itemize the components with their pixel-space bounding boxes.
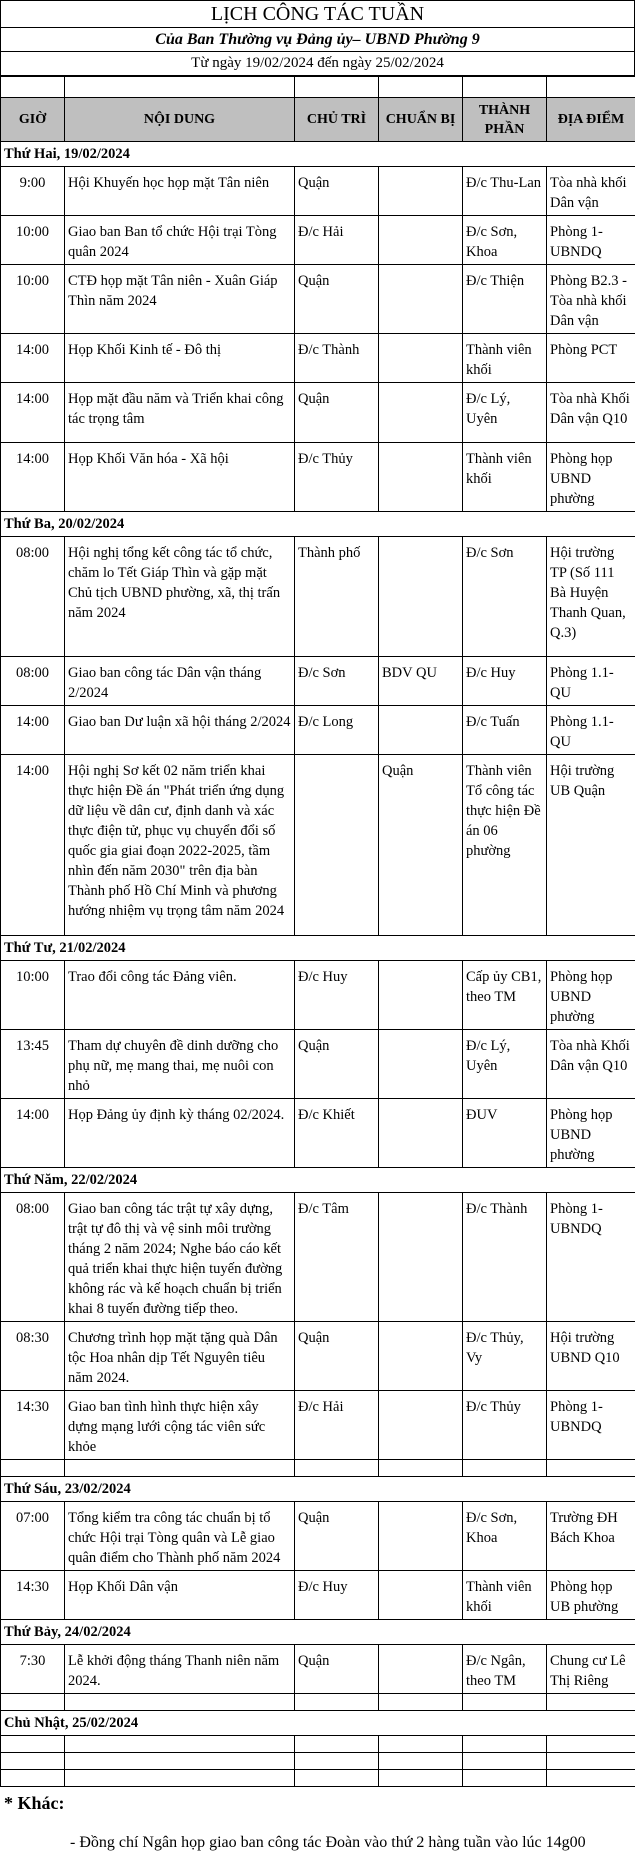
prep-cell (379, 443, 463, 512)
blank-cell (379, 1736, 463, 1753)
place-cell: Phòng 1.1-QU (547, 706, 635, 755)
content-cell: Họp mặt đầu năm và Triển khai công tác trọng tâm (65, 383, 295, 443)
spacer-row (1, 77, 635, 98)
prep-cell (379, 216, 463, 265)
chair-cell: Đ/c Huy (295, 961, 379, 1030)
col-header-time: GIỜ (1, 98, 65, 142)
blank-row (1, 1770, 635, 1787)
blank-cell (547, 1753, 635, 1770)
blank-row (1, 1736, 635, 1753)
chair-cell: Quận (295, 1645, 379, 1694)
members-cell: Thành viên khối (463, 334, 547, 383)
place-cell: Hội trường UB Quận (547, 755, 635, 936)
time-cell: 9:00 (1, 167, 65, 216)
members-cell: Đ/c Thành (463, 1193, 547, 1322)
table-row (1, 1322, 635, 1391)
members-cell: Đ/c Lý, Uyên (463, 383, 547, 443)
chair-cell: Đ/c Hải (295, 1391, 379, 1460)
table-row (1, 657, 635, 706)
col-header-content: NỘI DUNG (65, 98, 295, 142)
time-cell: 10:00 (1, 216, 65, 265)
table-row (1, 1193, 635, 1322)
table-row (1, 265, 635, 334)
prep-cell (379, 961, 463, 1030)
schedule-body (1, 77, 635, 1787)
schedule-table (0, 76, 635, 1787)
content-cell: Tham dự chuyên đề dinh dưỡng cho phụ nữ, mẹ mang thai, mẹ nuôi con nhỏ (65, 1030, 295, 1099)
blank-cell (295, 1736, 379, 1753)
blank-cell (547, 1694, 635, 1711)
day-label: Thứ Bảy, 24/02/2024 (1, 1620, 635, 1645)
prep-cell (379, 706, 463, 755)
table-row (1, 1502, 635, 1571)
place-cell: Hội trường UBND Q10 (547, 1322, 635, 1391)
time-cell: 14:30 (1, 1571, 65, 1620)
table-row (1, 443, 635, 512)
members-cell: Đ/c Thiện (463, 265, 547, 334)
content-cell: Giao ban công tác trật tự xây dựng, trật tự đô thị và vệ sinh môi trường tháng 2 năm 2024; Nghe báo cáo kết quả triển khai thực hiện tuyến đường không rác và kế hoạch chuẩn bị triển khai 8 tuyến đường tiếp theo. (65, 1193, 295, 1322)
place-cell: Tòa nhà khối Dân vận (547, 167, 635, 216)
chair-cell: Đ/c Long (295, 706, 379, 755)
time-cell: 7:30 (1, 1645, 65, 1694)
table-row (1, 1030, 635, 1099)
table-row (1, 706, 635, 755)
time-cell: 10:00 (1, 265, 65, 334)
day-header-row (1, 512, 635, 537)
blank-cell (379, 1694, 463, 1711)
blank-cell (463, 1736, 547, 1753)
prep-cell (379, 537, 463, 657)
blank-cell (463, 1460, 547, 1477)
content-cell: Họp Đảng ủy định kỳ tháng 02/2024. (65, 1099, 295, 1168)
chair-cell: Đ/c Tâm (295, 1193, 379, 1322)
table-row (1, 1391, 635, 1460)
content-cell: Giao ban Dư luận xã hội tháng 2/2024 (65, 706, 295, 755)
content-cell: Họp Khối Kinh tế - Đô thị (65, 334, 295, 383)
place-cell: Phòng 1-UBNDQ (547, 1193, 635, 1322)
time-cell: 08:00 (1, 657, 65, 706)
blank-row (1, 1460, 635, 1477)
prep-cell (379, 1030, 463, 1099)
content-cell: Hội nghị tổng kết công tác tổ chức, chăm lo Tết Giáp Thìn và gặp mặt Chủ tịch UBND phường, xã, thị trấn năm 2024 (65, 537, 295, 657)
chair-cell: Đ/c Khiết (295, 1099, 379, 1168)
page-subtitle: Của Ban Thường vụ Đảng ủy– UBND Phường 9 (0, 27, 635, 52)
prep-cell (379, 1502, 463, 1571)
prep-cell (379, 1322, 463, 1391)
blank-cell (295, 1460, 379, 1477)
day-label: Thứ Ba, 20/02/2024 (1, 512, 635, 537)
content-cell: Chương trình họp mặt tặng quà Dân tộc Hoa nhân dịp Tết Nguyên tiêu năm 2024. (65, 1322, 295, 1391)
place-cell: Tòa nhà Khối Dân vận Q10 (547, 383, 635, 443)
blank-cell (65, 1753, 295, 1770)
blank-cell (1, 77, 65, 98)
members-cell: Thành viên Tổ công tác thực hiện Đề án 06 phường (463, 755, 547, 936)
table-row (1, 1099, 635, 1168)
place-cell: Phòng B2.3 - Tòa nhà khối Dân vận (547, 265, 635, 334)
blank-cell (463, 1753, 547, 1770)
chair-cell: Quận (295, 1322, 379, 1391)
blank-cell (65, 1460, 295, 1477)
time-cell: 14:00 (1, 383, 65, 443)
place-cell: Phòng 1-UBNDQ (547, 1391, 635, 1460)
place-cell: Chung cư Lê Thị Riêng (547, 1645, 635, 1694)
members-cell: Cấp ủy CB1, theo TM (463, 961, 547, 1030)
time-cell: 07:00 (1, 1502, 65, 1571)
content-cell: Họp Khối Dân vận (65, 1571, 295, 1620)
prep-cell (379, 167, 463, 216)
prep-cell: Quận (379, 755, 463, 936)
chair-cell: Quận (295, 1030, 379, 1099)
day-header-row (1, 1620, 635, 1645)
table-row (1, 383, 635, 443)
chair-cell: Đ/c Thủy (295, 443, 379, 512)
blank-cell (379, 1770, 463, 1787)
day-label: Thứ Tư, 21/02/2024 (1, 936, 635, 961)
prep-cell (379, 265, 463, 334)
place-cell: Phòng PCT (547, 334, 635, 383)
content-cell: CTĐ họp mặt Tân niên - Xuân Giáp Thìn năm 2024 (65, 265, 295, 334)
day-label: Chủ Nhật, 25/02/2024 (1, 1711, 635, 1736)
place-cell: Phòng họp UBND phường (547, 443, 635, 512)
members-cell: ĐUV (463, 1099, 547, 1168)
time-cell: 14:00 (1, 443, 65, 512)
blank-cell (379, 1753, 463, 1770)
time-cell: 14:30 (1, 1391, 65, 1460)
day-label: Thứ Năm, 22/02/2024 (1, 1168, 635, 1193)
content-cell: Giao ban Ban tổ chức Hội trại Tòng quân 2024 (65, 216, 295, 265)
content-cell: Tổng kiểm tra công tác chuẩn bị tổ chức Hội trại Tòng quân và Lễ giao quân điểm cho Thành phố năm 2024 (65, 1502, 295, 1571)
members-cell: Đ/c Sơn, Khoa (463, 216, 547, 265)
time-cell: 14:00 (1, 1099, 65, 1168)
content-cell: Hội Khuyến học họp mặt Tân niên (65, 167, 295, 216)
members-cell: Đ/c Huy (463, 657, 547, 706)
col-header-chair: CHỦ TRÌ (295, 98, 379, 142)
blank-row (1, 1753, 635, 1770)
day-label: Thứ Hai, 19/02/2024 (1, 142, 635, 167)
time-cell: 08:30 (1, 1322, 65, 1391)
blank-cell (463, 1694, 547, 1711)
time-cell: 10:00 (1, 961, 65, 1030)
chair-cell (295, 755, 379, 936)
blank-cell (65, 77, 295, 98)
blank-cell (1, 1694, 65, 1711)
content-cell: Trao đổi công tác Đảng viên. (65, 961, 295, 1030)
time-cell: 08:00 (1, 1193, 65, 1322)
place-cell: Phòng 1-UBNDQ (547, 216, 635, 265)
chair-cell: Quận (295, 1502, 379, 1571)
blank-cell (463, 1770, 547, 1787)
time-cell: 13:45 (1, 1030, 65, 1099)
prep-cell (379, 1571, 463, 1620)
place-cell: Phòng họp UB phường (547, 1571, 635, 1620)
blank-cell (547, 77, 635, 98)
col-header-place: ĐỊA ĐIỂM (547, 98, 635, 142)
prep-cell (379, 1645, 463, 1694)
time-cell: 08:00 (1, 537, 65, 657)
members-cell: Đ/c Lý, Uyên (463, 1030, 547, 1099)
place-cell: Phòng họp UBND phường (547, 1099, 635, 1168)
table-row (1, 1571, 635, 1620)
prep-cell (379, 1099, 463, 1168)
blank-cell (547, 1460, 635, 1477)
day-header-row (1, 1168, 635, 1193)
blank-cell (295, 1770, 379, 1787)
place-cell: Tòa nhà Khối Dân vận Q10 (547, 1030, 635, 1099)
col-header-prep: CHUẨN BỊ (379, 98, 463, 142)
blank-cell (1, 1736, 65, 1753)
blank-cell (65, 1736, 295, 1753)
chair-cell: Đ/c Thành (295, 334, 379, 383)
place-cell: Phòng họp UBND phường (547, 961, 635, 1030)
table-row (1, 537, 635, 657)
prep-cell (379, 1391, 463, 1460)
prep-cell (379, 334, 463, 383)
time-cell: 14:00 (1, 334, 65, 383)
prep-cell: BDV QU (379, 657, 463, 706)
chair-cell: Đ/c Hải (295, 216, 379, 265)
day-label: Thứ Sáu, 23/02/2024 (1, 1477, 635, 1502)
chair-cell: Đ/c Huy (295, 1571, 379, 1620)
blank-cell (295, 1694, 379, 1711)
content-cell: Lễ khởi động tháng Thanh niên năm 2024. (65, 1645, 295, 1694)
members-cell: Đ/c Tuấn (463, 706, 547, 755)
blank-cell (65, 1694, 295, 1711)
blank-cell (1, 1753, 65, 1770)
content-cell: Họp Khối Văn hóa - Xã hội (65, 443, 295, 512)
day-header-row (1, 1477, 635, 1502)
members-cell: Đ/c Thủy, Vy (463, 1322, 547, 1391)
members-cell: Đ/c Thu-Lan (463, 167, 547, 216)
day-header-row (1, 936, 635, 961)
blank-cell (65, 1770, 295, 1787)
date-range: Từ ngày 19/02/2024 đến ngày 25/02/2024 (0, 52, 635, 76)
blank-cell (379, 1460, 463, 1477)
table-row (1, 1645, 635, 1694)
blank-cell (295, 1753, 379, 1770)
prep-cell (379, 1193, 463, 1322)
members-cell: Thành viên khối (463, 1571, 547, 1620)
members-cell: Đ/c Sơn, Khoa (463, 1502, 547, 1571)
blank-cell (379, 77, 463, 98)
chair-cell: Quận (295, 265, 379, 334)
other-label: * Khác: (0, 1787, 635, 1820)
members-cell: Thành viên khối (463, 443, 547, 512)
blank-cell (295, 77, 379, 98)
header-row (1, 98, 635, 142)
table-row (1, 167, 635, 216)
other-text: - Đồng chí Ngân họp giao ban công tác Đoàn vào thứ 2 hàng tuần vào lúc 14g00 (0, 1820, 635, 1854)
prep-cell (379, 383, 463, 443)
chair-cell: Quận (295, 167, 379, 216)
time-cell: 14:00 (1, 706, 65, 755)
place-cell: Phòng 1.1-QU (547, 657, 635, 706)
blank-row (1, 1694, 635, 1711)
members-cell: Đ/c Thủy (463, 1391, 547, 1460)
page-title: LỊCH CÔNG TÁC TUẦN (0, 0, 635, 27)
day-header-row (1, 142, 635, 167)
content-cell: Giao ban công tác Dân vận tháng 2/2024 (65, 657, 295, 706)
table-row (1, 334, 635, 383)
blank-cell (1, 1770, 65, 1787)
chair-cell: Đ/c Sơn (295, 657, 379, 706)
blank-cell (463, 77, 547, 98)
place-cell: Hội trường TP (Số 111 Bà Huyện Thanh Quan, Q.3) (547, 537, 635, 657)
table-row (1, 216, 635, 265)
place-cell: Trường ĐH Bách Khoa (547, 1502, 635, 1571)
chair-cell: Thành phố (295, 537, 379, 657)
blank-cell (1, 1460, 65, 1477)
table-row (1, 961, 635, 1030)
members-cell: Đ/c Ngân, theo TM (463, 1645, 547, 1694)
content-cell: Giao ban tình hình thực hiện xây dựng mạng lưới cộng tác viên sức khỏe (65, 1391, 295, 1460)
members-cell: Đ/c Sơn (463, 537, 547, 657)
content-cell: Hội nghị Sơ kết 02 năm triển khai thực hiện Đề án "Phát triển ứng dụng dữ liệu về dân cư, định danh và xác thực điện tử, phục vụ chuyển đổi số quốc gia giai đoạn 2022-2025, tầm nhìn đến năm 2030" trên địa bàn Thành phố Hồ Chí Minh và phương hướng nhiệm vụ trọng tâm năm 2024 (65, 755, 295, 936)
chair-cell: Quận (295, 383, 379, 443)
blank-cell (547, 1770, 635, 1787)
day-header-row (1, 1711, 635, 1736)
time-cell: 14:00 (1, 755, 65, 936)
col-header-members: THÀNH PHẦN (463, 98, 547, 142)
blank-cell (547, 1736, 635, 1753)
table-row (1, 755, 635, 936)
